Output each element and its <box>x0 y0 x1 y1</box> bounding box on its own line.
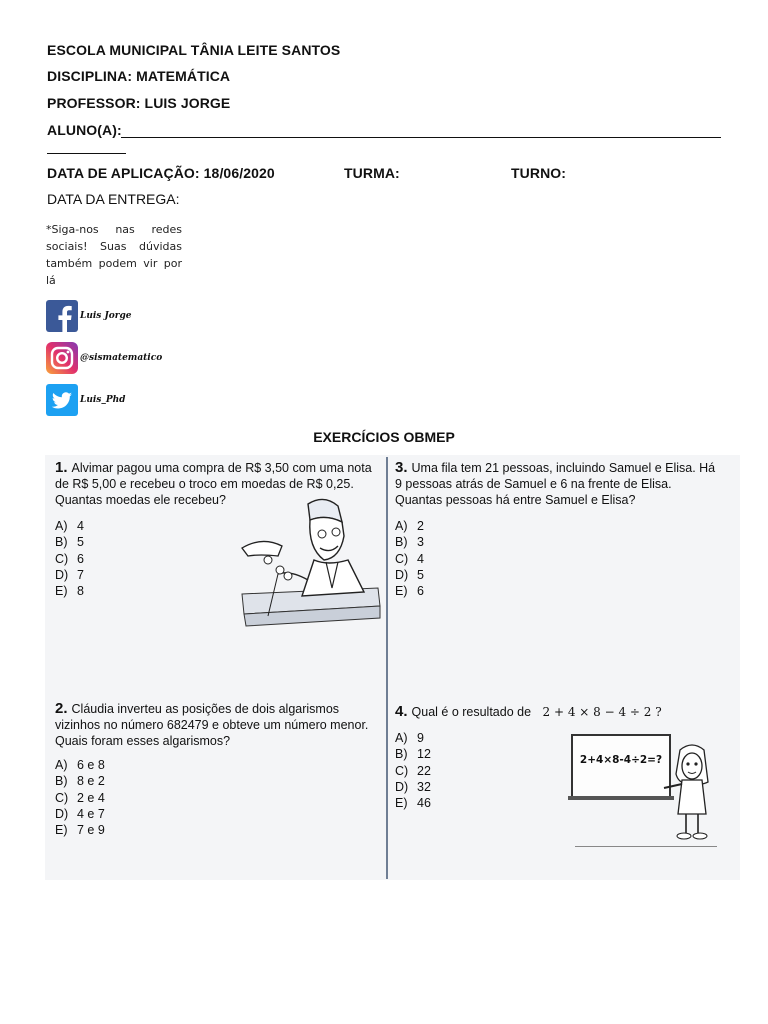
option[interactable]: D) 32 <box>395 779 431 794</box>
boy-with-coins-illustration <box>238 496 382 632</box>
question-text: Qual é o resultado de <box>411 705 532 719</box>
option[interactable]: E) 46 <box>395 796 431 811</box>
option[interactable]: B) 8 e 2 <box>55 774 105 789</box>
option[interactable]: C) 2 e 4 <box>55 790 105 805</box>
question-2-options <box>55 757 105 838</box>
instagram-handle: @sismatematico <box>80 353 163 363</box>
shift-label: TURNO: <box>511 165 567 181</box>
blackboard <box>571 734 671 798</box>
question-number: 1. <box>55 459 68 476</box>
question-text: Cláudia inverteu as posições de dois algarismos vizinhos no número 682479 e obteve um número menor. Quais foram esses algarismos? <box>55 702 369 748</box>
teacher-label: PROFESSOR: LUIS JORGE <box>47 95 231 111</box>
school-name: ESCOLA MUNICIPAL TÂNIA LEITE SANTOS <box>47 42 341 58</box>
option[interactable]: D) 7 <box>55 567 84 582</box>
question-number: 4. <box>395 703 408 720</box>
option[interactable]: D) 4 e 7 <box>55 806 105 821</box>
option[interactable]: C) 22 <box>395 763 431 778</box>
girl-teacher-illustration <box>660 742 724 846</box>
option[interactable]: E) 7 e 9 <box>55 823 105 838</box>
question-number: 3. <box>395 459 408 476</box>
question-text: Uma fila tem 21 pessoas, incluindo Samuel e Elisa. Há 9 pessoas atrás de Samuel e 6 na frente de Elisa. Quantas pessoas há entre Samuel e Elisa? <box>395 461 716 507</box>
math-expression: 2 + 4 × 8 − 4 ÷ 2 ? <box>542 705 662 719</box>
social-media-note: *Siga-nos nas redes sociais! Suas dúvidas também podem vir por lá <box>46 223 182 287</box>
option[interactable]: D) 5 <box>395 567 424 582</box>
section-title: EXERCÍCIOS OBMEP <box>313 429 455 445</box>
blackboard-ledge <box>568 796 674 800</box>
question-3 <box>395 460 721 508</box>
delivery-date-label: DATA DA ENTREGA: <box>47 191 180 207</box>
option[interactable]: C) 4 <box>395 551 424 566</box>
question-3-options <box>395 518 424 599</box>
twitter-icon <box>46 384 78 416</box>
question-text: Alvimar pagou uma compra de R$ 3,50 com uma nota de R$ 5,00 e recebeu o troco em moedas de R$ 0,25. Quantas moedas ele recebeu? <box>55 461 372 507</box>
option[interactable]: A) 2 <box>395 519 424 533</box>
twitter-handle: Luis_Phd <box>80 395 126 405</box>
twitter-link[interactable] <box>46 383 125 417</box>
question-2 <box>55 701 381 749</box>
question-4 <box>395 704 725 720</box>
floor-line <box>575 836 717 847</box>
question-1-options <box>55 518 84 599</box>
blackboard-expression: 2+4×8-4÷2=? <box>579 754 663 766</box>
option[interactable]: A) 6 e 8 <box>55 758 105 772</box>
facebook-link[interactable] <box>46 299 132 333</box>
class-label: TURMA: <box>344 165 400 181</box>
student-label: ALUNO(A): <box>47 122 122 138</box>
option[interactable]: E) 8 <box>55 584 84 599</box>
option[interactable]: A) 4 <box>55 519 84 533</box>
student-name-line-continued <box>47 153 126 154</box>
instagram-icon <box>46 342 78 374</box>
option[interactable]: B) 12 <box>395 747 431 762</box>
facebook-handle: Luis Jorge <box>80 311 132 321</box>
option[interactable]: E) 6 <box>395 584 424 599</box>
facebook-icon <box>46 300 78 332</box>
exercise-panel <box>45 455 740 880</box>
option[interactable]: B) 5 <box>55 535 84 550</box>
question-number: 2. <box>55 700 68 717</box>
option[interactable]: A) 9 <box>395 731 424 745</box>
student-name-line[interactable] <box>121 137 721 138</box>
subject-label: DISCIPLINA: MATEMÁTICA <box>47 68 231 84</box>
application-date: DATA DE APLICAÇÃO: 18/06/2020 <box>47 165 275 181</box>
instagram-link[interactable] <box>46 341 162 375</box>
option[interactable]: B) 3 <box>395 535 424 550</box>
question-4-options <box>395 730 431 811</box>
column-divider <box>386 457 388 879</box>
option[interactable]: C) 6 <box>55 551 84 566</box>
